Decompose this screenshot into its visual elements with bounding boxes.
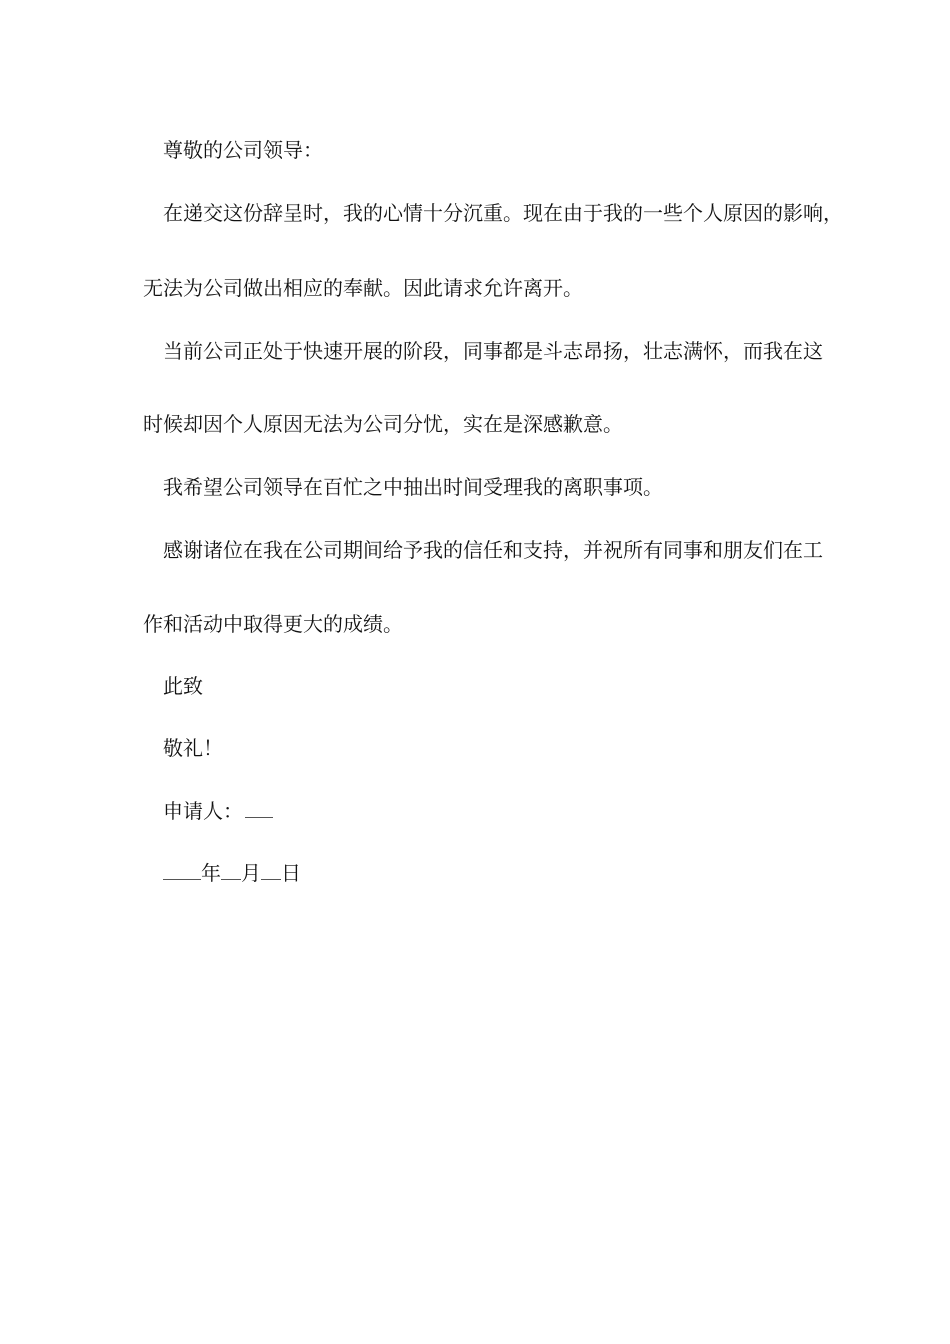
date-line [163, 861, 301, 885]
closing-line-2: 敬礼！ [163, 736, 223, 760]
day-label: 日 [281, 861, 301, 885]
month-label: 月 [241, 861, 261, 885]
closing-line-1: 此致 [163, 674, 203, 698]
day-blank [261, 861, 281, 880]
year-blank [163, 861, 201, 880]
paragraph-1-line-1: 在递交这份辞呈时，我的心情十分沉重。现在由于我的一些个人原因的影响， [163, 201, 843, 225]
paragraph-4-line-1: 感谢诸位在我在公司期间给予我的信任和支持，并祝所有同事和朋友们在工 [163, 538, 823, 562]
paragraph-2-line-1: 当前公司正处于快速开展的阶段，同事都是斗志昂扬，壮志满怀，而我在这 [163, 339, 823, 363]
paragraph-1-line-2: 无法为公司做出相应的奉献。因此请求允许离开。 [143, 276, 583, 300]
applicant-line [163, 799, 273, 823]
paragraph-4-line-2: 作和活动中取得更大的成绩。 [143, 612, 403, 636]
applicant-label: 申请人： [163, 799, 243, 823]
paragraph-3: 我希望公司领导在百忙之中抽出时间受理我的离职事项。 [163, 475, 663, 499]
paragraph-2-line-2: 时候却因个人原因无法为公司分忧，实在是深感歉意。 [143, 412, 623, 436]
month-blank [221, 861, 241, 880]
applicant-name-blank [245, 799, 273, 818]
salutation: 尊敬的公司领导： [163, 138, 323, 162]
year-label: 年 [201, 861, 221, 885]
